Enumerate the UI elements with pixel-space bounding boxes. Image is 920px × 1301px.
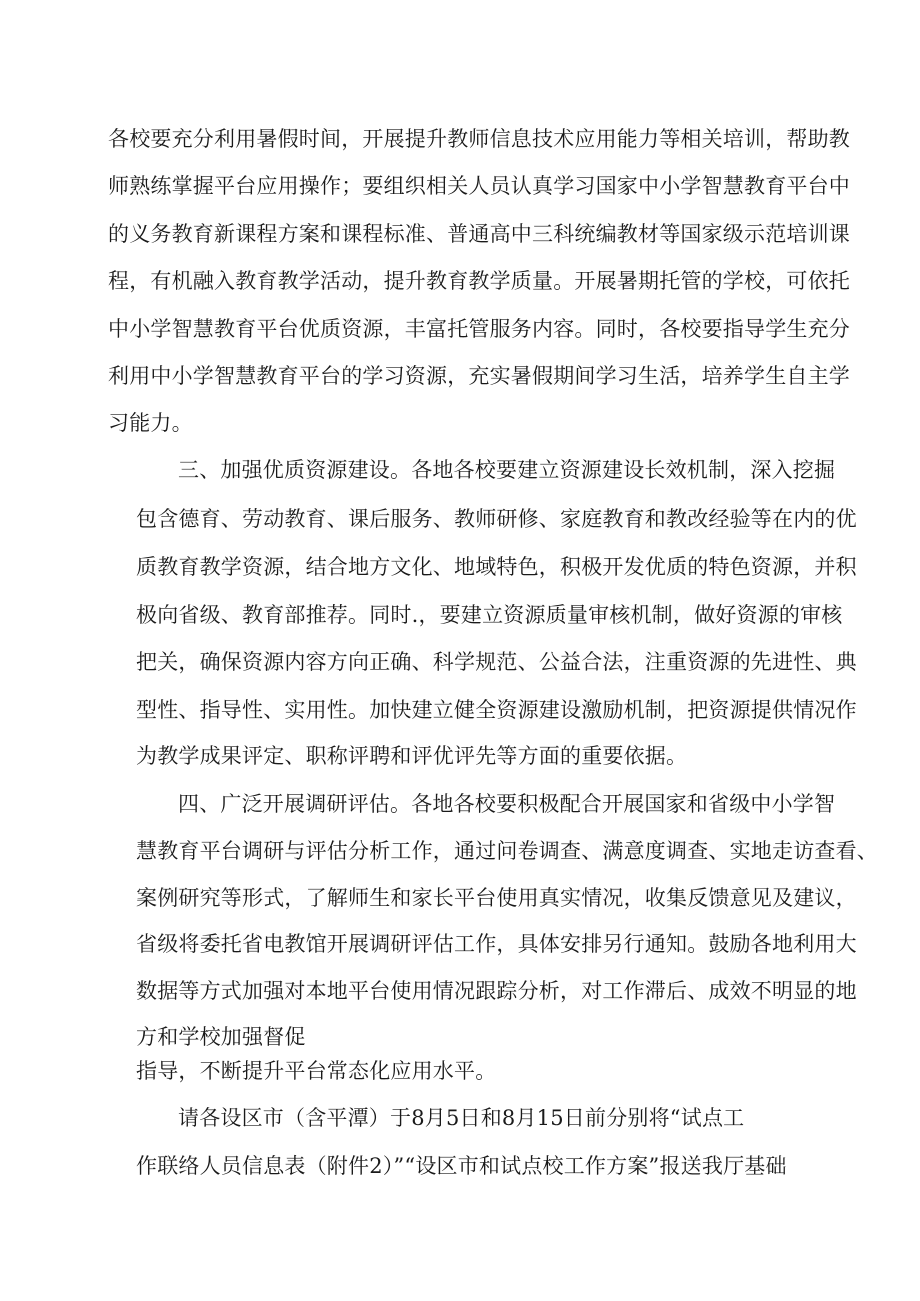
text-line: 为教学成果评定、职称评聘和评优评先等方面的重要依据。 [136,744,688,768]
text-line: 数据等方式加强对本地平台使用情况跟踪分析，对工作滞后、成效不明显的地 [136,979,857,1003]
text-line: 师熟练掌握平台应用操作；要组织相关人员认真学习国家中小学智慧教育平台中 [108,174,850,198]
text-line: 指导，不断提升平台常态化应用水平。 [136,1059,497,1083]
text-line: 省级将委托省电教馆开展调研评估工作，具体安排另行通知。鼓励各地利用大 [136,932,857,956]
section-heading-three: 三、加强优质资源建设。各地各校要建立资源建设长效机制，深入挖掘 [178,458,836,482]
section-heading-four: 四、广泛开展调研评估。各地各校要积极配合开展国家和省级中小学智 [178,792,836,816]
text-line: 型性、指导性、实用性。加快建立健全资源建设激励机制，把资源提供情况作 [136,698,857,722]
text-line: 习能力。 [108,411,193,435]
text-line: 质教育教学资源，结合地方文化、地域特色，积极开发优质的特色资源，并积 [136,555,857,579]
text-line: 案例研究等形式，了解师生和家长平台使用真实情况，收集反馈意见及建议， [136,886,857,910]
text-line: 请各设区市（含平潭）于8月5日和8月15日前分别将“试点工 [178,1106,745,1130]
text-line: 各校要充分利用暑假时间，开展提升教师信息技术应用能力等相关培训，帮助教 [108,127,850,151]
text-line: 极向省级、教育部推荐。同时.，要建立资源质量审核机制，做好资源的审核 [136,603,843,627]
text-line: 把关，确保资源内容方向正确、科学规范、公益合法，注重资源的先进性、典 [136,650,857,674]
text-line: 的义务教育新课程方案和课程标准、普通高中三科统编教材等国家级示范培训课 [108,222,850,246]
text-line: 程，有机融入教育教学活动，提升教育教学质量。开展暑期托管的学校，可依托 [108,269,850,293]
text-line: 包含德育、劳动教育、课后服务、教师研修、家庭教育和教改经验等在内的优 [136,507,857,531]
text-line: 慧教育平台调研与评估分析工作，通过问卷调查、满意度调查、实地走访查看、 [136,839,878,863]
text-line: 方和学校加强督促 [136,1025,306,1049]
text-line: 作联络人员信息表（附件2）”“设区市和试点校工作方案”报送我厅基础 [136,1154,787,1178]
text-line: 利用中小学智慧教育平台的学习资源，充实暑假期间学习生活，培养学生自主学 [108,364,850,388]
text-line: 中小学智慧教育平台优质资源，丰富托管服务内容。同时，各校要指导学生充分 [108,317,850,341]
